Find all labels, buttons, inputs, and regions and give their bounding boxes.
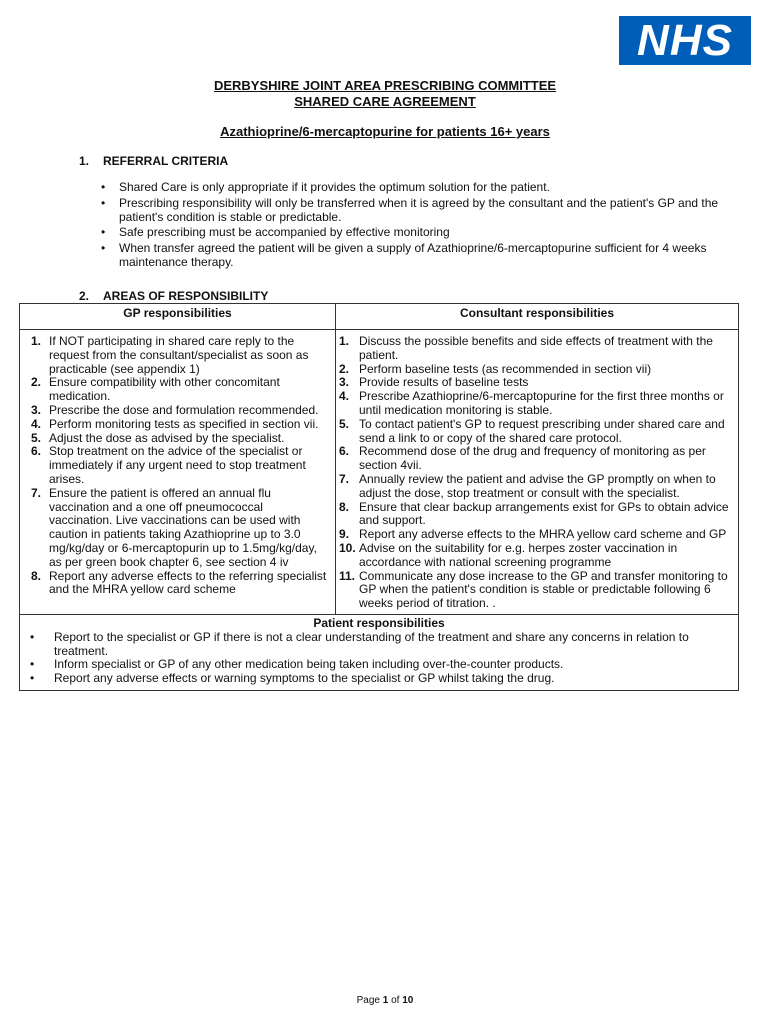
- gp-responsibilities-list: [21, 331, 334, 599]
- item-number: 2.: [31, 375, 42, 390]
- item-text: Perform baseline tests (as recommended in section vii): [359, 361, 652, 376]
- item-number: 6.: [31, 444, 42, 459]
- total-pages: 10: [402, 995, 414, 1006]
- list-item: [337, 528, 731, 542]
- item-number: 1.: [31, 334, 42, 348]
- item-number: 10.: [339, 540, 356, 555]
- patient-responsibilities-list: [26, 631, 732, 686]
- list-item: • When transfer agreed the patient will be given a supply of Azathioprine/6-mercaptopurine sufficient for 4 weeks maintenance therapy.: [119, 241, 719, 269]
- gp-responsibilities-header: GP responsibilities: [20, 304, 336, 330]
- section-2-number: 2.: [79, 289, 90, 303]
- item-number: 11.: [339, 568, 356, 583]
- section-2-title: AREAS OF RESPONSIBILITY: [103, 289, 269, 303]
- item-number: 7.: [339, 471, 350, 486]
- list-item: [21, 418, 328, 432]
- list-item: [21, 335, 328, 376]
- item-number: 1.: [339, 334, 350, 348]
- list-item: [337, 542, 731, 570]
- item-text: Stop treatment on the advice of the specialist or immediately if any urgent need to stop treatment arises.: [49, 444, 306, 486]
- item-number: 3.: [339, 375, 350, 390]
- list-item: • Inform specialist or GP of any other medication being taken including over-the-counter products.: [26, 658, 732, 672]
- page-footer: [0, 995, 770, 1006]
- item-number: 9.: [339, 527, 350, 542]
- section-1-heading: [79, 154, 228, 168]
- item-text: Ensure the patient is offered an annual flu vaccination and a one off pneumococcal vaccination. Live vaccinations can be used with caution in patients taking Azathioprine up to 3.0 mg/kg/day or 6-mercaptopurin up to 1.5mg/kg/day, as per green book chapter 6, see section 4 iv: [49, 485, 317, 569]
- agreement-title: SHARED CARE AGREEMENT: [294, 94, 476, 109]
- patient-responsibilities-cell: [20, 614, 739, 690]
- responsibilities-table: [19, 303, 739, 691]
- item-text: Advise on the suitability for e.g. herpes zoster vaccination in accordance with national screening programme: [359, 540, 678, 569]
- item-number: 4.: [31, 416, 42, 431]
- of-label: of: [391, 995, 400, 1006]
- item-number: 4.: [339, 389, 350, 404]
- nhs-logo: [619, 16, 751, 65]
- consultant-responsibilities-header: Consultant responsibilities: [336, 304, 739, 330]
- section-1-number: 1.: [79, 154, 90, 168]
- consultant-responsibilities-cell: [336, 330, 739, 615]
- item-text: If NOT participating in shared care reply to the request from the consultant/specialist as soon as practicable (see appendix 1): [49, 334, 309, 376]
- consultant-responsibilities-list: [337, 331, 737, 613]
- section-1-title: REFERRAL CRITERIA: [103, 154, 229, 168]
- list-item: • Shared Care is only appropriate if it provides the optimum solution for the patient.: [119, 180, 719, 194]
- gp-responsibilities-cell: [20, 330, 336, 615]
- item-text: Ensure that clear backup arrangements exist for GPs to obtain advice and support.: [359, 499, 729, 528]
- item-number: 3.: [31, 402, 42, 417]
- item-number: 8.: [31, 568, 42, 583]
- item-text: Ensure compatibility with other concomitant medication.: [49, 375, 280, 404]
- item-text: To contact patient's GP to request prescribing under shared care and send a link to or copy of the shared care protocol.: [359, 416, 725, 445]
- section-2-heading: [79, 289, 268, 303]
- item-text: Annually review the patient and advise the GP promptly on when to adjust the dose, stop treatment or consult with the specialist.: [359, 471, 716, 500]
- list-item: [337, 363, 731, 377]
- list-item: [21, 376, 328, 404]
- item-number: 5.: [31, 430, 42, 445]
- list-item: • Prescribing responsibility will only be transferred when it is agreed by the consultant and the patient's GP and the patient's condition is stable or predictable.: [119, 196, 719, 224]
- list-item: [21, 445, 328, 486]
- list-item: [337, 376, 731, 390]
- item-number: 2.: [339, 361, 350, 376]
- list-item: [337, 473, 731, 501]
- list-item: [337, 418, 731, 446]
- item-text: Communicate any dose increase to the GP and transfer monitoring to GP when the patient's condition is stable or predictable following 6 weeks period of titration. .: [359, 568, 728, 611]
- list-item: [337, 570, 731, 611]
- list-item: [337, 335, 731, 363]
- item-text: Provide results of baseline tests: [359, 375, 529, 390]
- committee-title: DERBYSHIRE JOINT AREA PRESCRIBING COMMITTEE: [213, 78, 557, 93]
- item-number: 8.: [339, 499, 350, 514]
- list-item: [21, 404, 328, 418]
- referral-criteria-list: [119, 180, 719, 270]
- item-text: Adjust the dose as advised by the specialist.: [49, 430, 285, 445]
- list-item: [21, 570, 328, 598]
- item-text: Report any adverse effects to the referring specialist and the MHRA yellow card scheme: [49, 568, 327, 597]
- patient-responsibilities-header: Patient responsibilities: [313, 615, 445, 630]
- nhs-logo-text: NHS: [637, 15, 733, 65]
- item-number: 6.: [339, 444, 350, 459]
- page-label: Page: [356, 995, 380, 1006]
- list-item: [337, 445, 731, 473]
- item-text: Discuss the possible benefits and side effects of treatment with the patient.: [359, 334, 713, 362]
- document-subtitle: Azathioprine/6-mercaptopurine for patients 16+ years: [220, 124, 550, 139]
- list-item: [337, 390, 731, 418]
- item-text: Prescribe the dose and formulation recommended.: [49, 402, 319, 417]
- item-text: Report any adverse effects to the MHRA yellow card scheme and GP: [359, 527, 727, 542]
- list-item: [21, 432, 328, 446]
- item-number: 5.: [339, 416, 350, 431]
- list-item: • Report any adverse effects or warning symptoms to the specialist or GP whilst taking the drug.: [26, 672, 732, 686]
- list-item: • Report to the specialist or GP if there is not a clear understanding of the treatment and share any concerns in relation to treatment.: [26, 631, 732, 659]
- item-text: Perform monitoring tests as specified in section vii.: [49, 416, 319, 431]
- item-text: Recommend dose of the drug and frequency of monitoring as per section 4vii.: [359, 444, 706, 473]
- list-item: • Safe prescribing must be accompanied by effective monitoring: [119, 225, 719, 239]
- item-number: 7.: [31, 485, 42, 500]
- page-number: 1: [382, 995, 389, 1006]
- list-item: [21, 487, 328, 570]
- list-item: [337, 501, 731, 529]
- item-text: Prescribe Azathioprine/6-mercaptopurine for the first three months or until medication monitoring is stable.: [359, 389, 724, 417]
